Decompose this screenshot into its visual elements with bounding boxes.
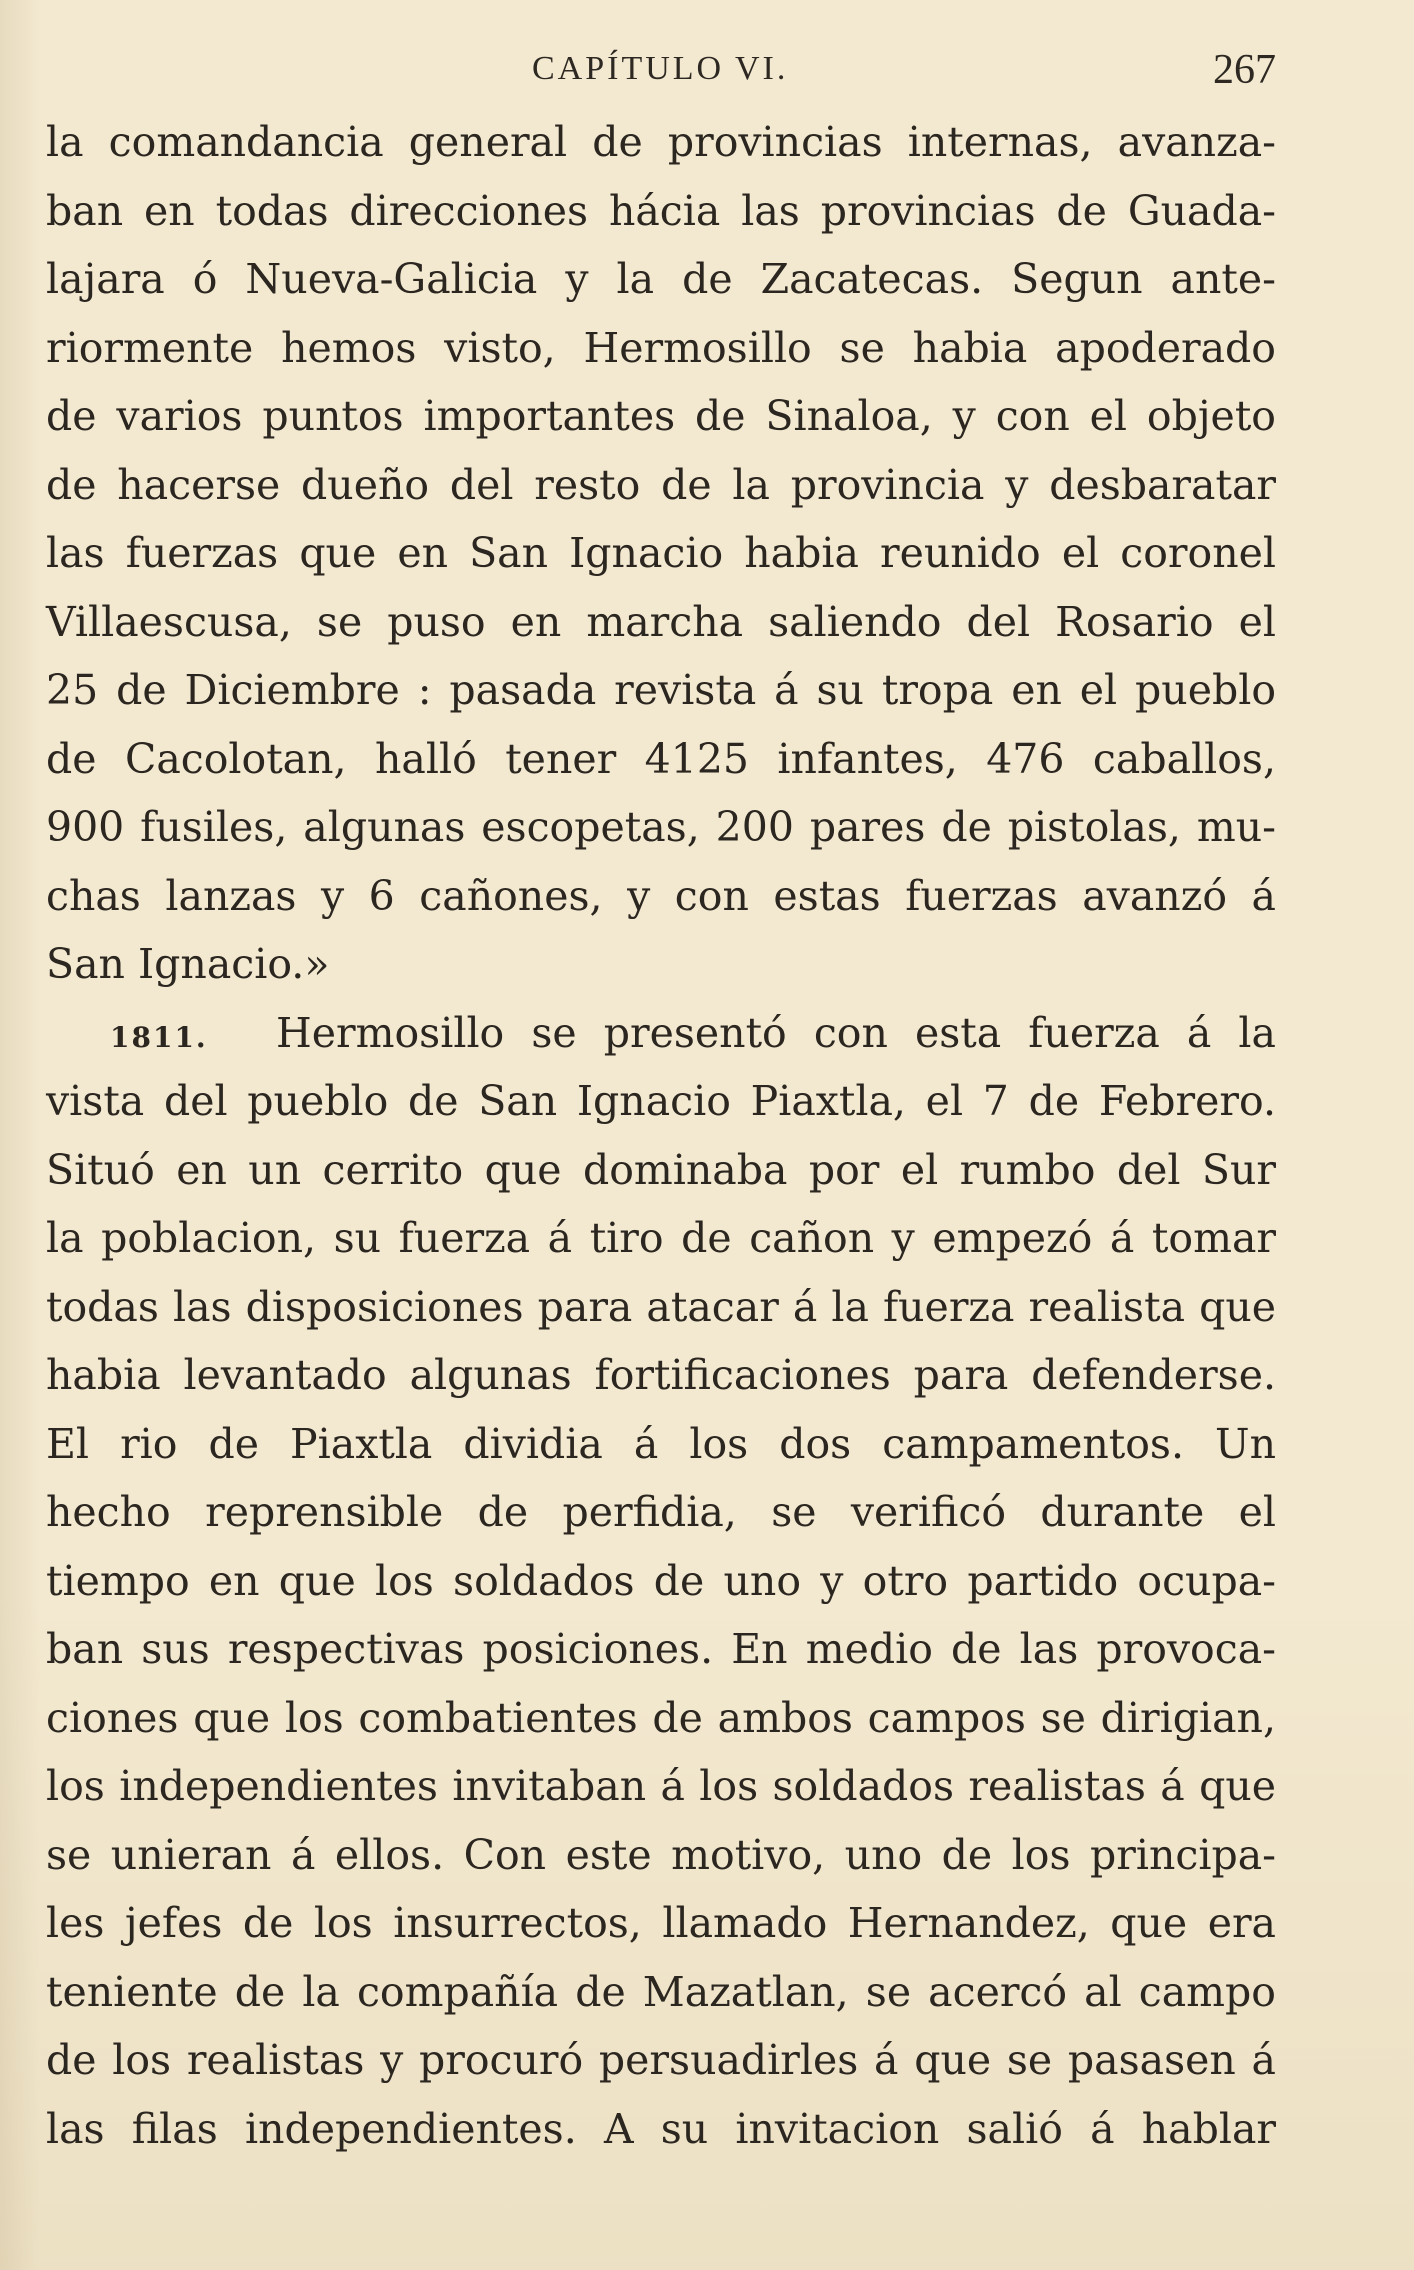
text-line: teniente de la compañía de Mazatlan, se acercó al campo [46,1967,1276,2016]
text-line: 25 de Diciembre : pasada revista á su tropa en el pueblo [46,666,1276,714]
text-line: vista del pueblo de San Ignacio Piaxtla, el 7 de Febrero. [46,1077,1276,1125]
text-line: tiempo en que los soldados de uno y otro partido ocupa- [46,1556,1276,1605]
year-marginal-note: 1811. [110,1020,208,1054]
page-header [0,42,1414,102]
text-line: la poblacion, su fuerza á tiro de cañon y empezó á tomar [46,1214,1276,1262]
text-line: de hacerse dueño del resto de la provincia y desbaratar [46,460,1276,509]
text-line: las filas independientes. A su invitacion salió á hablar [46,2104,1276,2153]
text-line: la comandancia general de provincias internas, avanza- [46,118,1276,166]
text-line: chas lanzas y 6 cañones, y con estas fuerzas avanzó á [46,871,1276,920]
paragraph-2 [46,999,1276,2164]
text-line: las fuerzas que en San Ignacio habia reunido el coronel [46,529,1276,577]
text-line: todas las disposiciones para atacar á la fuerza realista que [46,1282,1276,1331]
year-line [46,999,1276,1068]
text-line: Hermosillo se presentó con esta fuerza á la [276,1008,1276,1057]
text-line: se unieran á ellos. Con este motivo, uno de los principa- [46,1830,1276,1879]
text-line: ciones que los combatientes de ambos campos se dirigian, [46,1693,1276,1742]
text-line: ban sus respectivas posiciones. En medio de las provoca- [46,1625,1276,1673]
text-line: Situó en un cerrito que dominaba por el rumbo del Sur [46,1145,1276,1194]
page-number: 267 [1213,47,1276,93]
text-line: de los realistas y procuró persuadirles á que se pasasen á [46,2036,1276,2084]
paragraph-1 [46,108,1276,999]
text-line: de Cacolotan, halló tener 4125 infantes, 476 caballos, [46,734,1276,783]
text-line: ban en todas direcciones hácia las provincias de Guada- [46,186,1276,235]
text-line: El rio de Piaxtla dividia á los dos campamentos. Un [46,1419,1276,1468]
text-line: hecho reprensible de perfidia, se verificó durante el [46,1488,1276,1536]
text-line: San Ignacio.» [46,940,330,988]
text-line: riormente hemos visto, Hermosillo se habia apoderado [46,323,1276,372]
text-line: de varios puntos importantes de Sinaloa, y con el objeto [46,392,1276,440]
text-line: lajara ó Nueva-Galicia y la de Zacatecas. Segun ante- [46,255,1276,303]
text-line: los independientes invitaban á los soldados realistas á que [46,1762,1276,1810]
text-line: 900 fusiles, algunas escopetas, 200 pares de pistolas, mu- [46,803,1276,851]
body-text [46,108,1276,2163]
text-line: habia levantado algunas fortificaciones para defenderse. [46,1351,1276,1399]
running-title: CAPÍTULO VI. [532,50,789,87]
text-line: Villaescusa, se puso en marcha saliendo del Rosario el [46,597,1276,646]
text-line: les jefes de los insurrectos, llamado Hernandez, que era [46,1899,1276,1947]
